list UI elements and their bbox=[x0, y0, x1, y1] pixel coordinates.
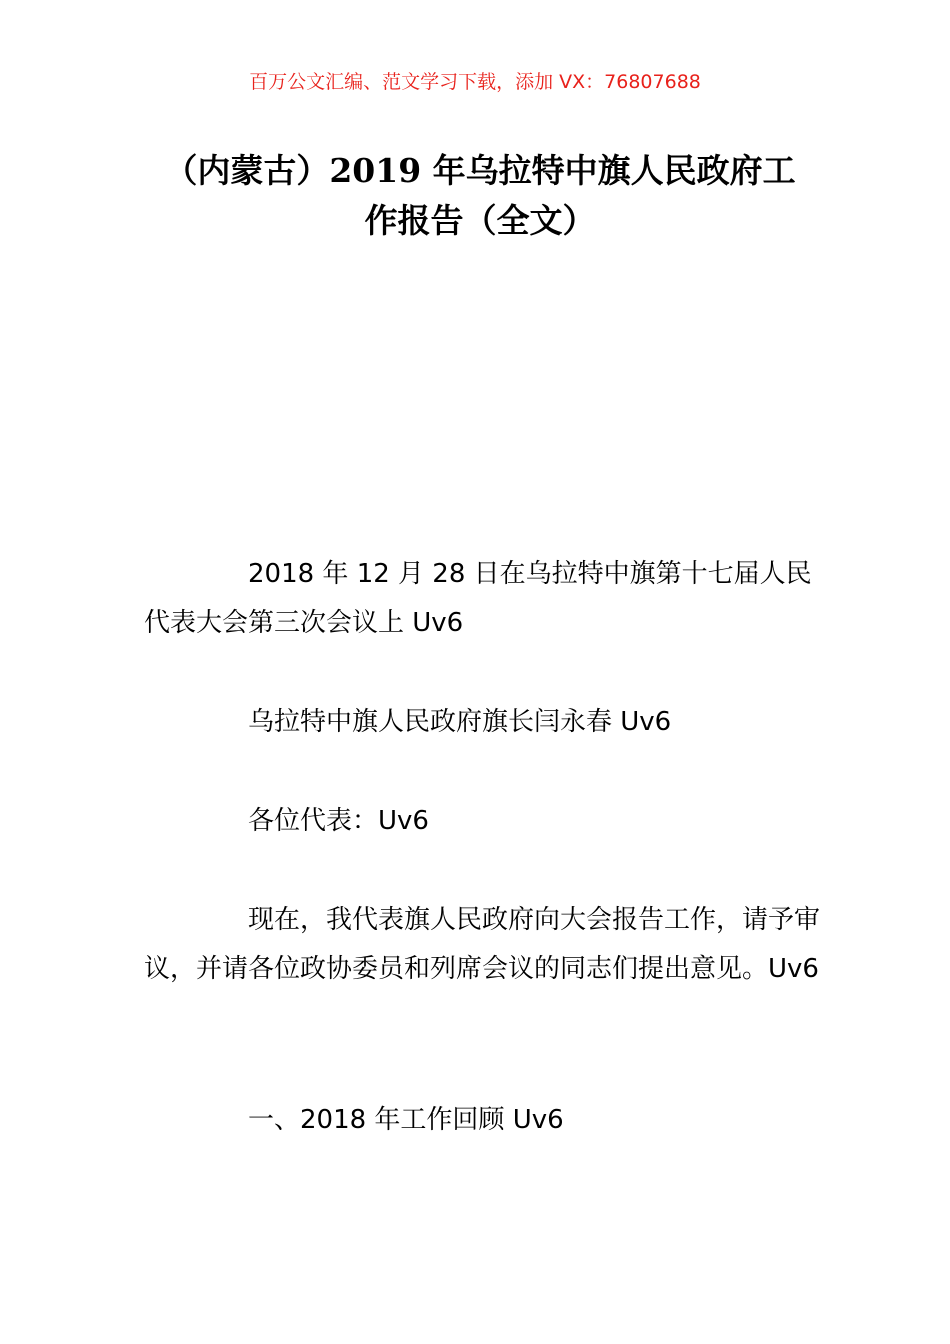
document-title-line-2: 作报告（全文） bbox=[364, 201, 596, 240]
meeting-info-paragraph: 2018 年 12 月 28 日在乌拉特中旗第十七届人民代表大会第三次会议上 Uv6 bbox=[144, 559, 812, 638]
intro-paragraph: 现在，我代表旗人民政府向大会报告工作，请予审议，并请各位政协委员和列席会议的同志们提出意见。Uv6 bbox=[144, 905, 821, 984]
section-heading: 一、2018 年工作回顾 Uv6 bbox=[248, 1105, 564, 1135]
document-title-line-1: （内蒙古）2019 年乌拉特中旗人民政府工 bbox=[164, 151, 796, 190]
speaker-line: 乌拉特中旗人民政府旗长闫永春 Uv6 bbox=[248, 707, 672, 737]
header-note: 百万公文汇编、范文学习下载，添加 VX：76807688 bbox=[249, 71, 701, 93]
salutation-line: 各位代表：Uv6 bbox=[248, 806, 429, 836]
